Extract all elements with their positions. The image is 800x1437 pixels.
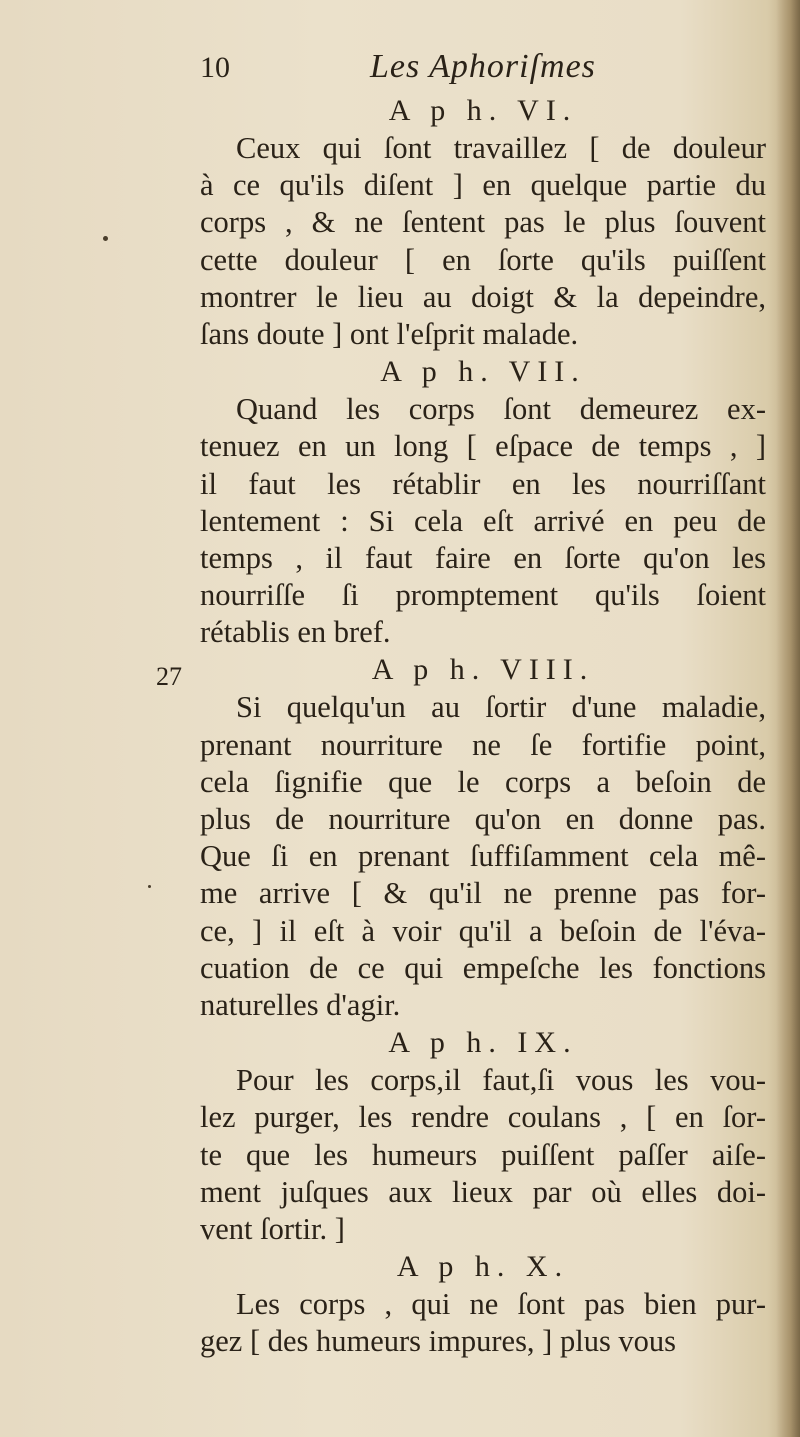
- text-line: prenant nourriture ne ſe fortifie point,: [200, 727, 766, 762]
- text-line: Si quelqu'un au ſortir d'une maladie,: [236, 690, 766, 725]
- text-line: tenuez en un long [ eſpace de temps , ]: [200, 429, 766, 464]
- text-line: Les corps , qui ne ſont pas bien pur-: [236, 1287, 766, 1322]
- page-edge-shadow: [776, 0, 800, 1437]
- aphorism-section: [200, 1248, 766, 1360]
- text-line: nourriſſe ſi promptement qu'ils ſoient: [200, 578, 766, 613]
- aphorism-heading: A p h. VI.: [388, 94, 578, 127]
- text-line: ce, ] il eſt à voir qu'il a beſoin de l'éva-: [200, 913, 766, 948]
- text-block: [200, 48, 766, 1360]
- text-line: vent ſortir. ]: [200, 1211, 345, 1246]
- aphorism-section: [200, 92, 766, 353]
- aphorisms: [200, 92, 766, 1360]
- text-line: cela ſignifie que le corps a beſoin de: [200, 764, 766, 799]
- text-line: à ce qu'ils diſent ] en quelque partie du: [200, 168, 766, 203]
- text-line: il faut les rétablir en les nourriſſant: [200, 466, 766, 501]
- text-line: temps , il faut faire en ſorte qu'on les: [200, 540, 766, 575]
- text-line: Que ſi en prenant ſuffiſamment cela mê-: [200, 839, 766, 874]
- text-line: cuation de ce qui empeſche les fonctions: [200, 950, 766, 985]
- aphorism-section: [200, 1024, 766, 1248]
- text-line: naturelles d'agir.: [200, 987, 401, 1022]
- aphorism-heading: A p h. VIII.: [371, 653, 595, 687]
- text-line: lentement : Si cela eſt arrivé en peu de: [200, 503, 766, 538]
- text-line: gez [ des humeurs impures, ] plus vous: [200, 1324, 677, 1359]
- aphorism-heading: A p h. X.: [396, 1250, 570, 1284]
- text-line: Quand les corps ſont demeurez ex-: [236, 392, 766, 427]
- text-line: plus de nourriture qu'on en donne pas.: [200, 802, 766, 836]
- text-line: Pour les corps,il faut,ſi vous les vou-: [236, 1063, 766, 1098]
- text-line: lez purger, les rendre coulans , [ en ſor-: [200, 1100, 766, 1135]
- page-header: [200, 48, 766, 92]
- text-line: montrer le lieu au doigt & la depeindre,: [200, 279, 766, 314]
- margin-note-number: 27: [156, 662, 182, 691]
- text-line: rétablis en bref.: [200, 615, 391, 650]
- text-line: ment juſques aux lieux par où elles doi-: [200, 1174, 766, 1209]
- page-number: 10: [200, 51, 230, 84]
- aphorism-heading: A p h. IX.: [388, 1026, 578, 1060]
- text-line: Ceux qui ſont travaillez [ de douleur: [236, 131, 766, 165]
- ink-speck: [103, 236, 108, 241]
- aphorism-section: [200, 651, 766, 1024]
- text-line: ſans doute ] ont l'eſprit malade.: [200, 316, 579, 351]
- text-line: me arrive [ & qu'il ne prenne pas for-: [200, 876, 766, 911]
- text-line: corps , & ne ſentent pas le plus ſouvent: [200, 205, 766, 240]
- aphorism-heading: A p h. VII.: [380, 355, 586, 389]
- ink-speck: [148, 885, 151, 888]
- text-line: cette douleur [ en ſorte qu'ils puiſſent: [200, 242, 766, 277]
- aphorism-section: [200, 353, 766, 651]
- text-line: te que les humeurs puiſſent paſſer aiſe-: [200, 1137, 766, 1172]
- running-title: Les Aphoriſmes: [370, 48, 596, 85]
